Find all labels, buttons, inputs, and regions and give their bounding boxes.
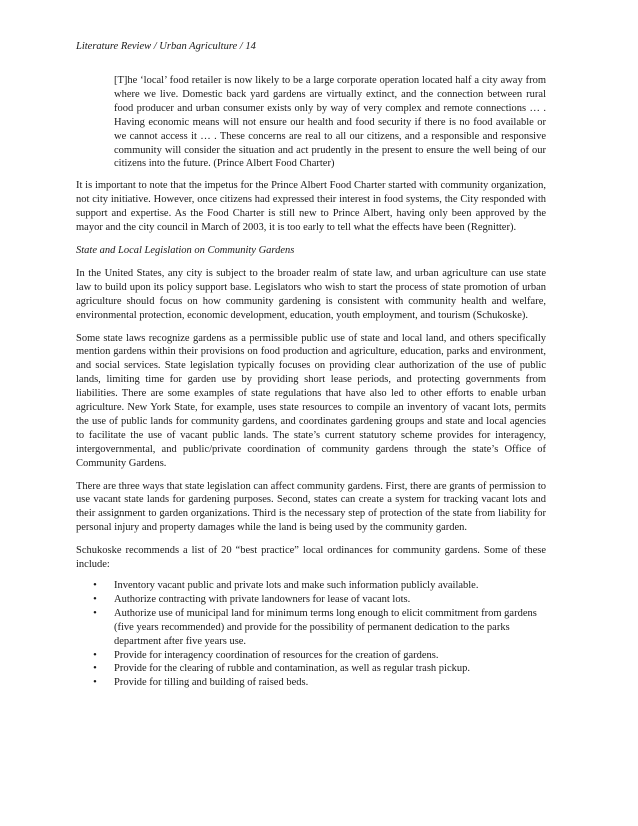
best-practice-list bbox=[76, 579, 546, 690]
bullet-icon: • bbox=[93, 593, 97, 605]
list-item bbox=[76, 607, 546, 649]
list-item bbox=[76, 579, 546, 593]
running-header: Literature Review / Urban Agriculture / 14 bbox=[76, 41, 256, 52]
block-quote: [T]he ‘local’ food retailer is now likely to be a large corporate operation located half a city away from where we live. Domestic back yard gardens are virtually extinct, and the connection between rural food producer and urban consumer exists only by way of very complex and remote connections … . Having economic means will not ensure our health and food security if there is no food available or we cannot access it … . These concerns are real to all our citizens, and a responsible and responsive community will consider the situation and act prudently in the present to ensure the well being of our citizens into the future. (Prince Albert Food Charter) bbox=[114, 75, 546, 170]
bullet-icon: • bbox=[93, 580, 97, 591]
body-text bbox=[76, 74, 546, 690]
section-subheading: State and Local Legislation on Community Gardens bbox=[76, 244, 295, 256]
list-item-text: Authorize contracting with private landowners for lease of vacant lots. bbox=[114, 593, 411, 605]
paragraph-best-practice-intro: Schukoske recommends a list of 20 “best practice” local ordinances for community gardens. Some of these include: bbox=[76, 545, 546, 571]
list-item bbox=[76, 676, 546, 690]
list-item bbox=[76, 662, 546, 676]
list-item-text: Provide for the clearing of rubble and contamination, as well as regular trash pickup. bbox=[114, 663, 471, 675]
list-item-text: Provide for interagency coordination of resources for the creation of gardens. bbox=[114, 649, 439, 661]
list-item bbox=[76, 593, 546, 607]
bullet-icon: • bbox=[93, 663, 97, 675]
bullet-icon: • bbox=[93, 677, 97, 689]
paragraph-state-laws-gardens: Some state laws recognize gardens as a permissible public use of state and local land, and others specifically mention gardens within their provisions on food production and agriculture, education, parks and environment, and social services. State legislation typically focuses on providing clear authorization of the use of public lands, limiting time for garden use by providing short lease periods, and protecting governments from liabilities. There are some examples of state regulations that have also led to other efforts to enable urban agriculture. New York State, for example, uses state resources to compile an inventory of vacant lots, permits the use of public lands for community gardens, and coordinates gardening groups and state and local agencies to facilitate the use of vacant public lands. The state’s current statutory scheme provides for interagency, intergovernmental, and public/private coordination of community gardens through the state’s Office of Community Gardens. bbox=[76, 332, 546, 469]
list-item bbox=[76, 649, 546, 663]
paragraph-food-charter: It is important to note that the impetus for the Prince Albert Food Charter started with community organization, not city initiative. However, once citizens had expressed their interest in food systems, the City responded with support and expertise. As the Food Charter is still new to Prince Albert, having only been approved by the mayor and the city council in March of 2003, it is too early to tell what the effects have been (Regnitter). bbox=[76, 180, 546, 234]
list-item-text: Provide for tilling and building of raised beds. bbox=[114, 677, 309, 689]
bullet-icon: • bbox=[93, 649, 97, 661]
list-item-text: Authorize use of municipal land for minimum terms long enough to elicit commitment from gardens (five years recommended) and provide for the possibility of permanent dedication to the parks department after five years use. bbox=[114, 607, 537, 647]
list-item-text: Inventory vacant public and private lots and make such information publicly available. bbox=[114, 580, 479, 591]
paragraph-three-ways: There are three ways that state legislation can affect community gardens. First, there are grants of permission to use vacant state lands for gardening purposes. Second, states can create a system for tracking vacant lots and their assignment to garden organizations. Third is the necessary step of protection of the state from liability for personal injury and property damages while the land is being used by the community garden. bbox=[76, 480, 546, 534]
bullet-icon: • bbox=[93, 607, 97, 619]
paragraph-state-law: In the United States, any city is subject to the broader realm of state law, and urban agriculture can use state law to build upon its policy support base. Legislators who wish to start the process of state promotion of urban agriculture should focus on how community gardening is consistent with community health and welfare, environmental protection, economic development, education, youth employment, and tourism (Schukoske). bbox=[76, 267, 546, 321]
